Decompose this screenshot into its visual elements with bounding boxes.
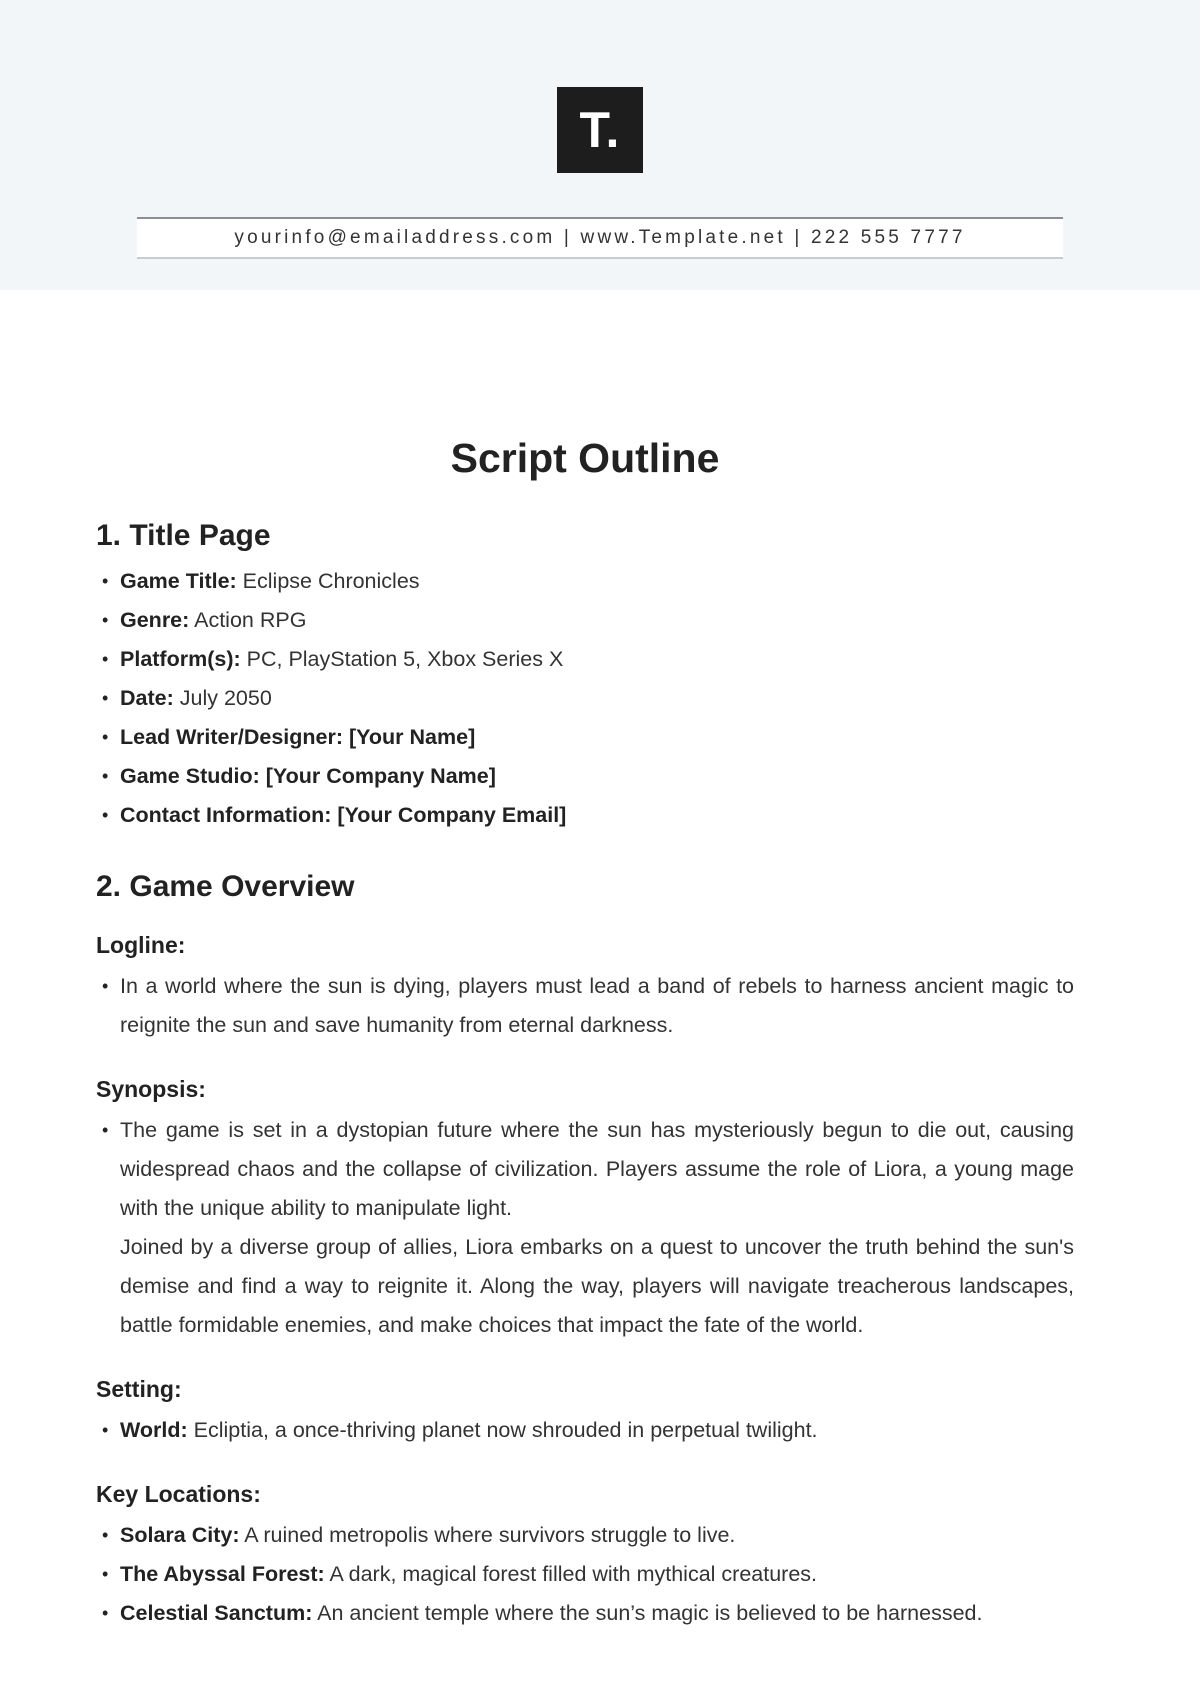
item-value: Action RPG — [189, 608, 307, 633]
list-item — [96, 718, 1074, 757]
item-label: Game Studio: [Your Company Name] — [120, 764, 496, 789]
section-heading-title-page: 1. Title Page — [96, 519, 271, 553]
list-item — [96, 562, 1074, 601]
list-item — [96, 640, 1074, 679]
item-label: Platform(s): — [120, 647, 241, 672]
list-item — [96, 1555, 1074, 1594]
list-item — [96, 796, 1074, 835]
list-item — [96, 757, 1074, 796]
header-band — [0, 0, 1200, 290]
logline-heading: Logline: — [96, 932, 186, 959]
item-label: The Abyssal Forest: — [120, 1561, 325, 1586]
key-locations-heading: Key Locations: — [96, 1480, 261, 1507]
section-heading-game-overview: 2. Game Overview — [96, 870, 355, 904]
item-value: PC, PlayStation 5, Xbox Series X — [240, 647, 564, 672]
item-label: Genre: — [120, 608, 190, 633]
logline-list — [96, 967, 1074, 1045]
document-title: Script Outline — [450, 435, 720, 481]
synopsis-item — [96, 1111, 1074, 1345]
contact-info-bar: yourinfo@emailaddress.com | www.Template.net | 222 555 7777 — [137, 217, 1063, 259]
synopsis-list — [96, 1111, 1074, 1345]
item-label: World: — [120, 1417, 188, 1442]
list-item — [96, 1411, 1074, 1450]
list-item — [96, 1594, 1074, 1633]
synopsis-paragraph-2: Joined by a diverse group of allies, Liora embarks on a quest to uncover the truth behind the sun's demise and find a way to reignite it. Along the way, players will navigate treacherous landscapes, battle formidable enemies, and make choices that impact the fate of the world. — [120, 1234, 1074, 1337]
list-item — [96, 679, 1074, 718]
item-label: Game Title: — [120, 569, 237, 594]
item-value: An ancient temple where the sun’s magic is believed to be harnessed. — [312, 1600, 983, 1625]
list-item — [96, 601, 1074, 640]
item-label: Lead Writer/Designer: [Your Name] — [120, 725, 476, 750]
item-value: Ecliptia, a once-thriving planet now shrouded in perpetual twilight. — [187, 1417, 818, 1442]
item-value: July 2050 — [173, 686, 272, 711]
key-locations-list — [96, 1516, 1074, 1633]
item-value: A ruined metropolis where survivors struggle to live. — [239, 1522, 736, 1547]
item-label: Solara City: — [120, 1522, 240, 1547]
item-value: Eclipse Chronicles — [236, 569, 420, 594]
item-label: Date: — [120, 686, 174, 711]
synopsis-paragraph-1: • The game is set in a dystopian future where the sun has mysteriously begun to die out, causing widespread chaos and the collapse of civilization. Players assume the role of Liora, a young mage with the unique ability to manipulate light. — [120, 1117, 1074, 1220]
item-label: Celestial Sanctum: — [120, 1600, 313, 1625]
document-body — [96, 435, 1074, 1633]
title-page-list — [96, 562, 1074, 835]
setting-list — [96, 1411, 1074, 1450]
logline-text: • In a world where the sun is dying, players must lead a band of rebels to harness ancient magic to reignite the sun and save humanity from eternal darkness. — [96, 967, 1074, 1045]
item-label: Contact Information: [Your Company Email] — [120, 803, 567, 828]
synopsis-heading: Synopsis: — [96, 1076, 206, 1103]
list-item — [96, 1516, 1074, 1555]
setting-heading: Setting: — [96, 1375, 182, 1402]
item-value: A dark, magical forest filled with mythical creatures. — [324, 1561, 818, 1586]
company-logo: T. — [557, 87, 643, 173]
